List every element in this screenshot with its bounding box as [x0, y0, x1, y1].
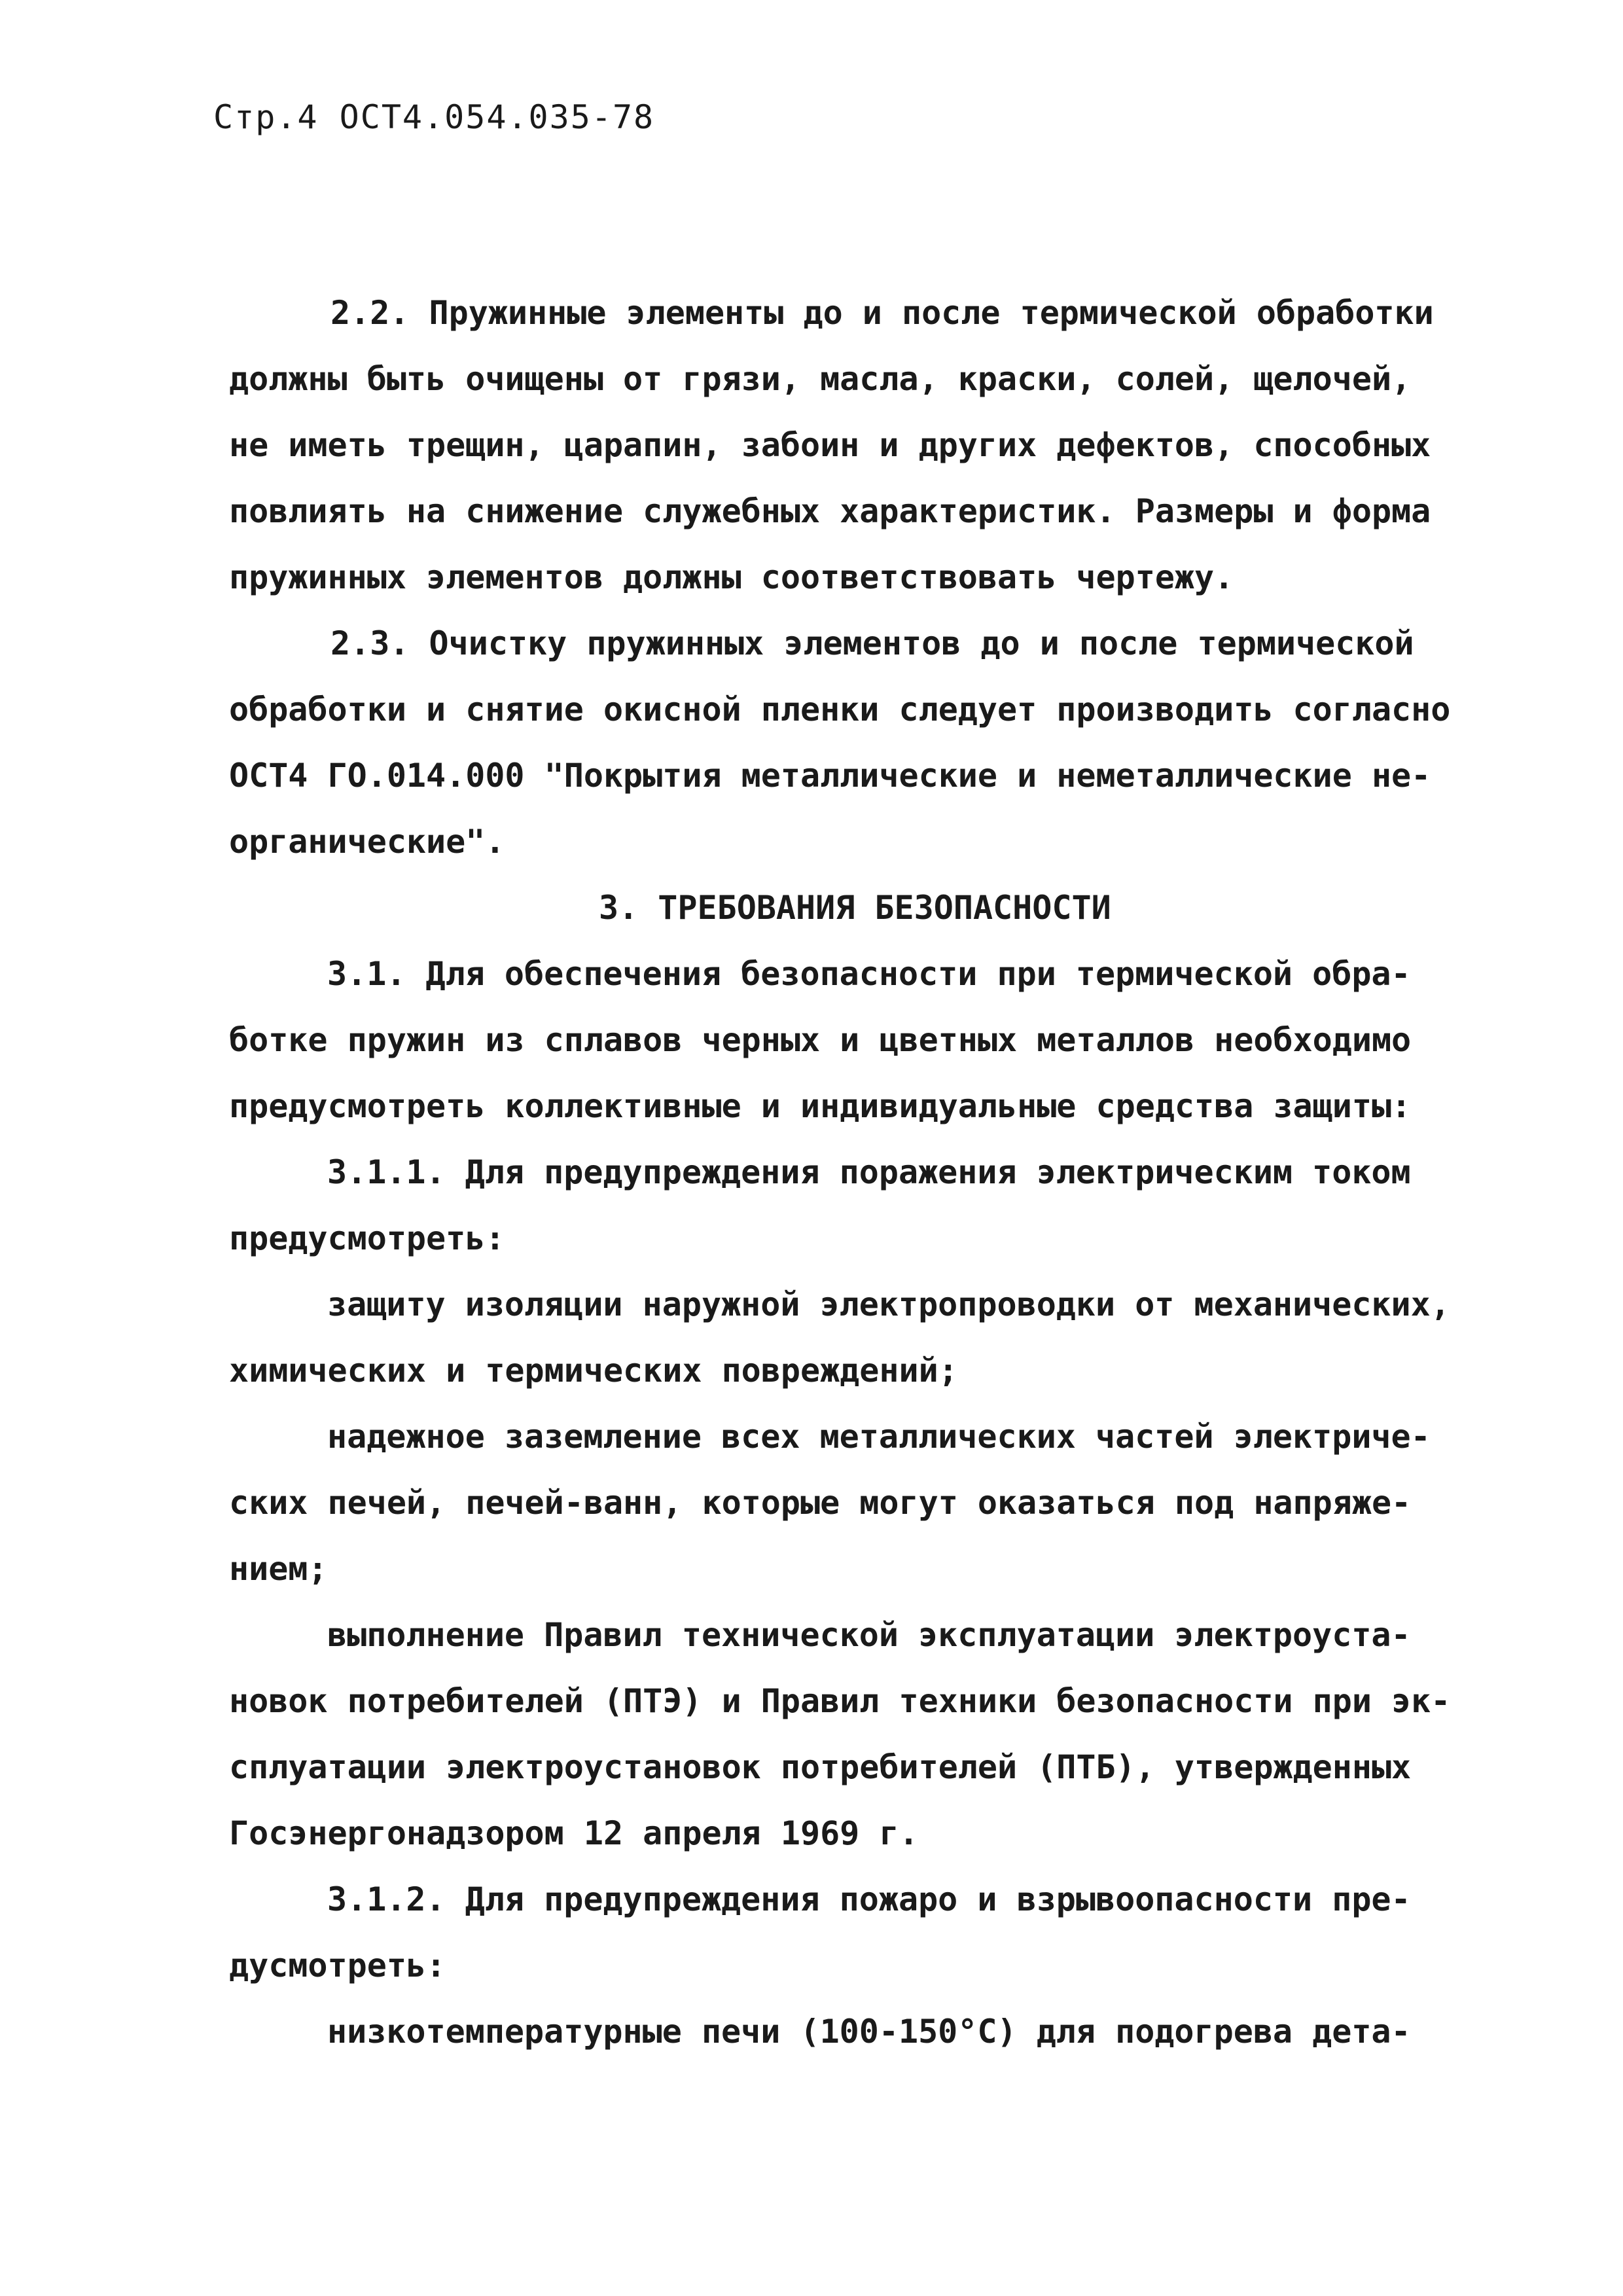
text-line: повлиять на снижение служебных характеристик. Размеры и форма: [229, 492, 1431, 530]
text-line: предусмотреть коллективные и индивидуальные средства защиты:: [229, 1087, 1412, 1125]
text-line: обработки и снятие окисной пленки следует производить согласно: [229, 691, 1451, 728]
section-heading: 3. ТРЕБОВАНИЯ БЕЗОПАСНОСТИ: [599, 889, 1111, 927]
text-line: защиту изоляции наружной электропроводки от механических,: [327, 1285, 1450, 1323]
text-line: химических и термических повреждений;: [229, 1352, 958, 1390]
text-line: предусмотреть:: [229, 1219, 505, 1257]
text-line: 2.2. Пружинные элементы до и после термической обработки: [330, 294, 1434, 332]
text-line: низкотемпературные печи (100-150°С) для подогрева дета-: [327, 2013, 1411, 2051]
text-line: органические".: [229, 823, 505, 861]
text-line: должны быть очищены от грязи, масла, краски, солей, щелочей,: [229, 360, 1412, 398]
text-line: не иметь трещин, царапин, забоин и других дефектов, способных: [229, 426, 1431, 464]
text-line: 3.1. Для обеспечения безопасности при термической обра-: [327, 955, 1411, 993]
text-line: сплуатации электроустановок потребителей (ПТБ), утвержденных: [229, 1748, 1412, 1786]
text-line: 2.3. Очистку пружинных элементов до и после термической: [330, 624, 1414, 662]
document-body: [229, 280, 1459, 2065]
text-line: надежное заземление всех металлических частей электриче-: [327, 1418, 1431, 1456]
text-line: пружинных элементов должны соответствовать чертежу.: [229, 558, 1234, 596]
text-line: 3.1.1. Для предупреждения поражения электрическим током: [327, 1153, 1411, 1191]
text-line: дусмотреть:: [229, 1946, 446, 1984]
text-line: нием;: [229, 1550, 328, 1588]
text-line: 3.1.2. Для предупреждения пожаро и взрывоопасности пре-: [327, 1880, 1411, 1918]
text-line: выполнение Правил технической эксплуатации электроуста-: [327, 1616, 1411, 1654]
text-line: новок потребителей (ПТЭ) и Правил техники безопасности при эк-: [229, 1682, 1451, 1720]
text-line: ских печей, печей-ванн, которые могут оказаться под напряже-: [229, 1484, 1412, 1522]
text-line: ОСТ4 ГО.014.000 "Покрытия металлические и неметаллические не-: [229, 757, 1431, 795]
page-header: Стр.4 ОСТ4.054.035-78: [213, 98, 655, 136]
text-line: ботке пружин из сплавов черных и цветных металлов необходимо: [229, 1021, 1412, 1059]
text-line: Госэнергонадзором 12 апреля 1969 г.: [229, 1814, 919, 1852]
